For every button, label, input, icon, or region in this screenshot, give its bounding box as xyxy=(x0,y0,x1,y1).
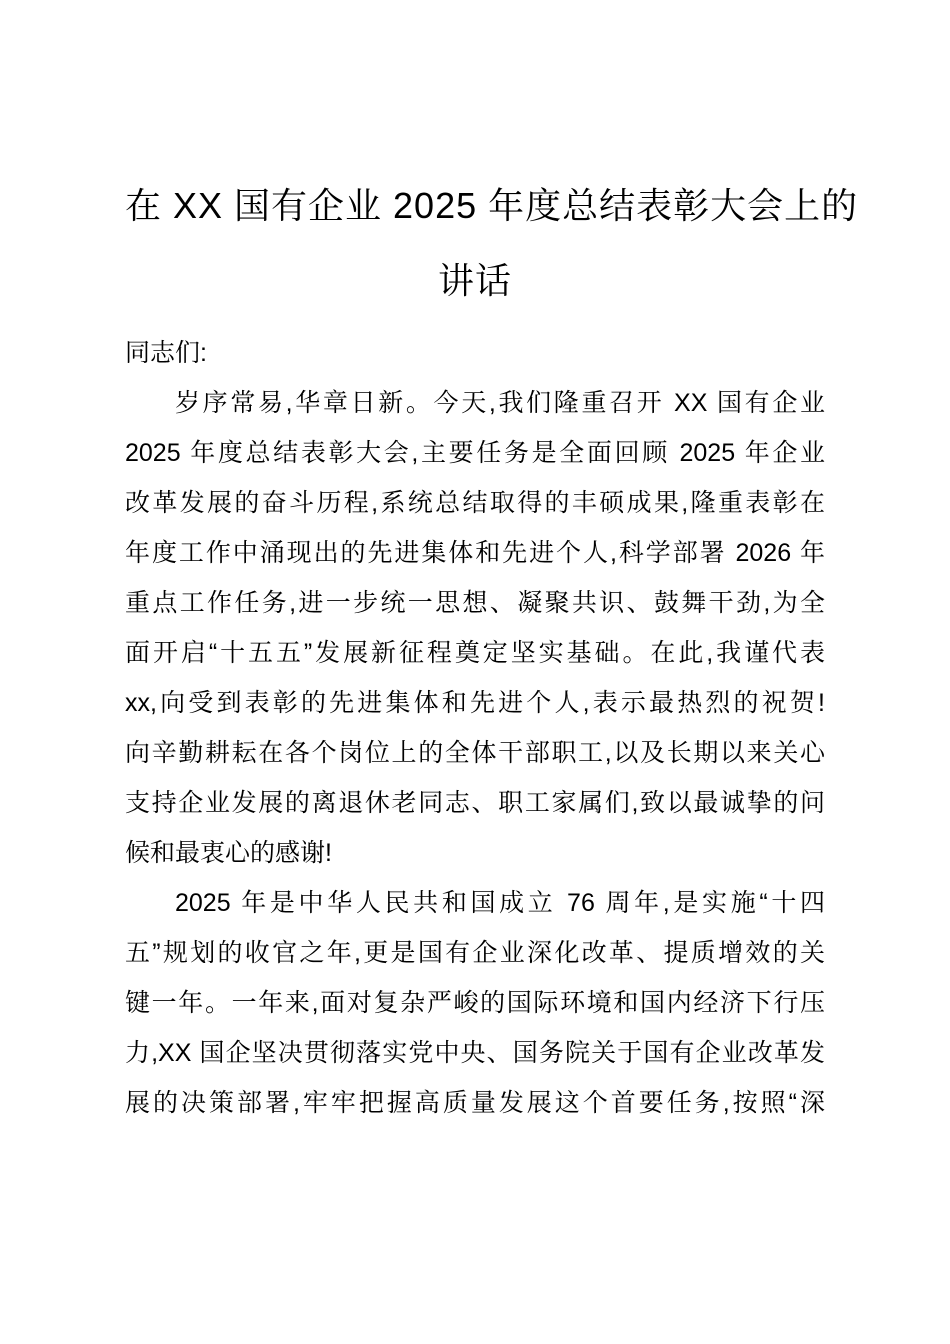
text-line: 向辛勤耕耘在各个岗位上的全体干部职工,以及长期以来关心 xyxy=(125,739,825,767)
text-line: 岁序常易,华章日新。今天,我们隆重召开 XX 国有企业 xyxy=(175,389,825,417)
text-line: 重点工作任务,进一步统一思想、凝聚共识、鼓舞干劲,为全 xyxy=(125,589,825,617)
text-line: 展的决策部署,牢牢把握高质量发展这个首要任务,按照“深 xyxy=(125,1089,825,1117)
text-line: 候和最衷心的感谢! xyxy=(125,839,332,867)
text-line: 同志们: xyxy=(125,339,207,367)
body-paragraph xyxy=(125,378,825,878)
salutation-paragraph xyxy=(125,328,825,378)
document-title xyxy=(125,168,859,318)
text-line: 力,XX 国企坚决贯彻落实党中央、国务院关于国有企业改革发 xyxy=(125,1039,825,1067)
text-line: 年度工作中涌现出的先进集体和先进个人,科学部署 2026 年 xyxy=(125,539,825,567)
document-body xyxy=(125,328,825,1128)
text-line: 键一年。一年来,面对复杂严峻的国际环境和国内经济下行压 xyxy=(125,989,825,1017)
title-line-2: 讲话 xyxy=(437,260,512,301)
text-line: 2025 年度总结表彰大会,主要任务是全面回顾 2025 年企业 xyxy=(125,439,825,467)
document-content xyxy=(125,168,859,1128)
text-line: 改革发展的奋斗历程,系统总结取得的丰硕成果,隆重表彰在 xyxy=(125,489,825,517)
text-line: 五”规划的收官之年,更是国有企业深化改革、提质增效的关 xyxy=(125,939,825,967)
text-line: xx,向受到表彰的先进集体和先进个人,表示最热烈的祝贺! xyxy=(125,689,825,717)
title-line-1: 在 XX 国有企业 2025 年度总结表彰大会上的 xyxy=(125,185,859,226)
body-paragraph xyxy=(125,878,825,1128)
text-line: 面开启“十五五”发展新征程奠定坚实基础。在此,我谨代表 xyxy=(125,639,825,667)
text-line: 2025 年是中华人民共和国成立 76 周年,是实施“十四 xyxy=(175,889,825,917)
text-line: 支持企业发展的离退休老同志、职工家属们,致以最诚挚的问 xyxy=(125,789,825,817)
